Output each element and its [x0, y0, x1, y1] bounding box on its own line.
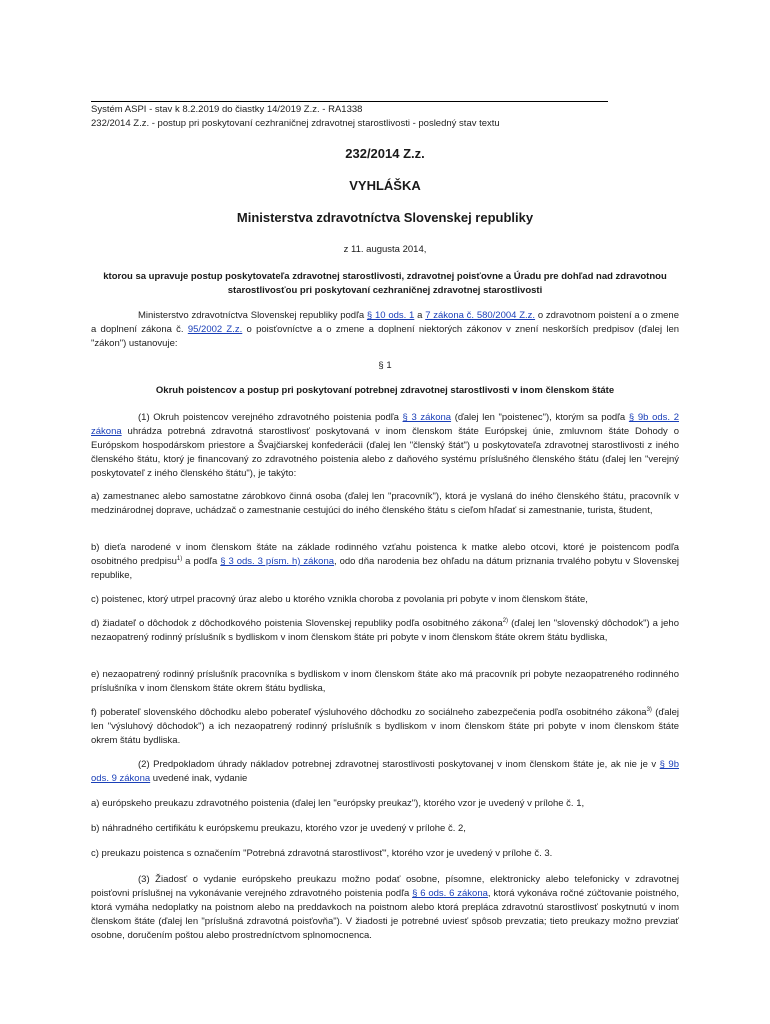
- footnote-ref-2: 2): [502, 617, 509, 624]
- item-c: c) poistenec, ktorý utrpel pracovný úraz alebo u ktorého vznikla choroba z povolania pri pobyte v inom členskom štáte,: [91, 594, 588, 605]
- document-subject: ktorou sa upravuje postup poskytovateľa zdravotnej starostlivosti, zdravotnej poisťovne a Úradu pre dohľad nad zdravotnou starostlivosťou pri poskytovaní cezhraničnej zdravotnej starostlivosti: [103, 271, 667, 296]
- section-number: § 1: [378, 360, 392, 371]
- intro-paragraph: Ministerstvo zdravotníctva Slovenskej republiky podľa § 10 ods. 1 a 7 zákona č. 580/2004 Z.z. o zdravotnom poistení a o zmene a doplnení zákona č. 95/2002 Z.z. o poisťovníctve a o zmene a doplnení niektorých zákonov v znení neskorších predpisov (ďalej len "zákon") ustanovuje:: [91, 310, 680, 349]
- item-b: b) dieťa narodené v inom členskom štáte na základe rodinného vzťahu poistenca k matke alebo otcovi, ktoré je poistencom podľa osobitného predpisu$^{1)}$ a podľa § 3 ods. 3 písm. h) zákona, odo dňa narodenia bez ohľadu na dátum priznania trvalého pobytu v Slovenskej republike,: [91, 542, 679, 581]
- p2-item-b: b) náhradného certifikátu k európskemu preukazu, ktorého vzor je uvedený v prílohe č. 2,: [91, 823, 466, 834]
- paragraph-1: (1) Okruh poistencov verejného zdravotného poistenia podľa § 3 zákona (ďalej len "poistenec"), ktorým sa podľa § 9b ods. 2 zákona uhrádza potrebná zdravotná starostlivosť poskytovaná v inom členskom štáte Európskej únie, zmluvnom štáte Dohody o Európskom hospodárskom priestore a Švajčiarskej konfederácii (ďalej len "členský štát") u poskytovateľa zdravotnej starostlivosti z iného členského štátu, ktorý je financovaný zo zdravotného poistenia alebo z daňového systému príslušného členského štátu (ďalej len "verejný poskytovateľ z iného členského štátu"), je takýto:: [91, 412, 679, 479]
- section-heading: Okruh poistencov a postup pri poskytovaní potrebnej zdravotnej starostlivosti v inom členskom štáte: [155, 385, 615, 396]
- p2-item-c: c) preukazu poistenca s označením "Potrebná zdravotná starostlivosť", ktorého vzor je uvedený v prílohe č. 3.: [91, 848, 553, 859]
- paragraph-3: (3) Žiadosť o vydanie európskeho preukazu možno podať osobne, písomne, elektronicky alebo telefonicky v zdravotnej poisťovni príslušnej na vykonávanie verejného zdravotného poistenia podľa § 6 ods. 6 zákona, ktorá vykonáva ročné zúčtovanie poistného, ktorá vymáha nedoplatky na poistnom alebo na preddavkoch na poistnom alebo ktorá prepláca zdravotnú starostlivosť poskytnutú v inom členskom štáte (ďalej len "príslušná zdravotná poisťovňa"). V žiadosti je potrebné uviesť spôsob prevzatia; tieto preukazy možno prevziať osobne, doručením poštou alebo prostredníctvom splnomocnenca.: [91, 874, 679, 941]
- header-rule: [91, 101, 608, 102]
- link-par10-ods1[interactable]: § 10 ods. 1: [366, 310, 415, 321]
- document-date: z 11. augusta 2014,: [343, 244, 427, 255]
- item-f: f) poberateľ slovenského dôchodku alebo poberateľ výsluhového dôchodku zo sociálneho zabezpečenia podľa osobitného zákona$^{3)}$ (ďalej len "výsluhový dôchodok") a ich nezaopatrený rodinný príslušník s bydliskom v inom členskom štáte pri pobyte v inom členskom štáte okrem štátu bydliska.: [91, 706, 679, 746]
- link-par3-ods3-h[interactable]: § 3 ods. 3 písm. h) zákona: [220, 556, 335, 567]
- paragraph-2: (2) Predpokladom úhrady nákladov potrebnej zdravotnej starostlivosti poskytovanej v inom členskom štáte je, ak nie je v § 9b ods. 9 zákona uvedené inak, vydanie: [91, 759, 679, 784]
- link-par3-zakona[interactable]: § 3 zákona: [402, 412, 452, 423]
- p2-item-a: a) európskeho preukazu zdravotného poistenia (ďalej len "európsky preukaz"), ktorého vzor je uvedený v prílohe č. 1,: [91, 798, 585, 809]
- link-zakon-580-2004[interactable]: 7 zákona č. 580/2004 Z.z.: [425, 310, 536, 321]
- item-a: a) zamestnanec alebo samostatne zárobkovo činná osoba (ďalej len "pracovník"), ktorá je vyslaná do iného členského štátu, pracovník v medzinárodnej doprave, uchádzač o zamestnanie cestujúci do iného členského štátu s cieľom hľadať si zamestnanie, turista, študent,: [91, 491, 679, 516]
- link-par9b-ods9[interactable]: § 9b ods. 9 zákona: [91, 759, 679, 784]
- link-par9b-ods2[interactable]: § 9b ods. 2 zákona: [91, 412, 679, 437]
- link-par6-ods6[interactable]: § 6 ods. 6 zákona: [412, 888, 488, 899]
- footnote-ref-3: 3): [646, 706, 652, 713]
- footnote-ref-1: 1): [176, 555, 183, 562]
- item-e: e) nezaopatrený rodinný príslušník pracovníka s bydliskom v inom členskom štáte ako má pracovník pri pobyte nezaopatreného rodinného príslušníka v inom členskom štáte okrem štátu bydliska,: [91, 669, 679, 694]
- document-type: VYHLÁŠKA: [349, 178, 421, 193]
- item-d: d) žiadateľ o dôchodok z dôchodkového poistenia Slovenskej republiky podľa osobitného zákona$^{2)}$ (ďalej len "slovenský dôchodok") a jeho nezaopatrený rodinný príslušník s bydliskom v inom členskom štáte pri pobyte v inom členskom štáte okrem štátu bydliska,: [91, 617, 679, 643]
- document-issuer: Ministerstva zdravotníctva Slovenskej republiky: [236, 210, 534, 225]
- header-document-line: 232/2014 Z.z. - postup pri poskytovaní cezhraničnej zdravotnej starostlivosti - posledný stav textu: [91, 118, 500, 129]
- header-system-line: Systém ASPI - stav k 8.2.2019 do čiastky 14/2019 Z.z. - RA1338: [91, 104, 363, 115]
- link-zakon-95-2002[interactable]: 95/2002 Z.z.: [187, 324, 243, 335]
- document-number: 232/2014 Z.z.: [345, 146, 425, 161]
